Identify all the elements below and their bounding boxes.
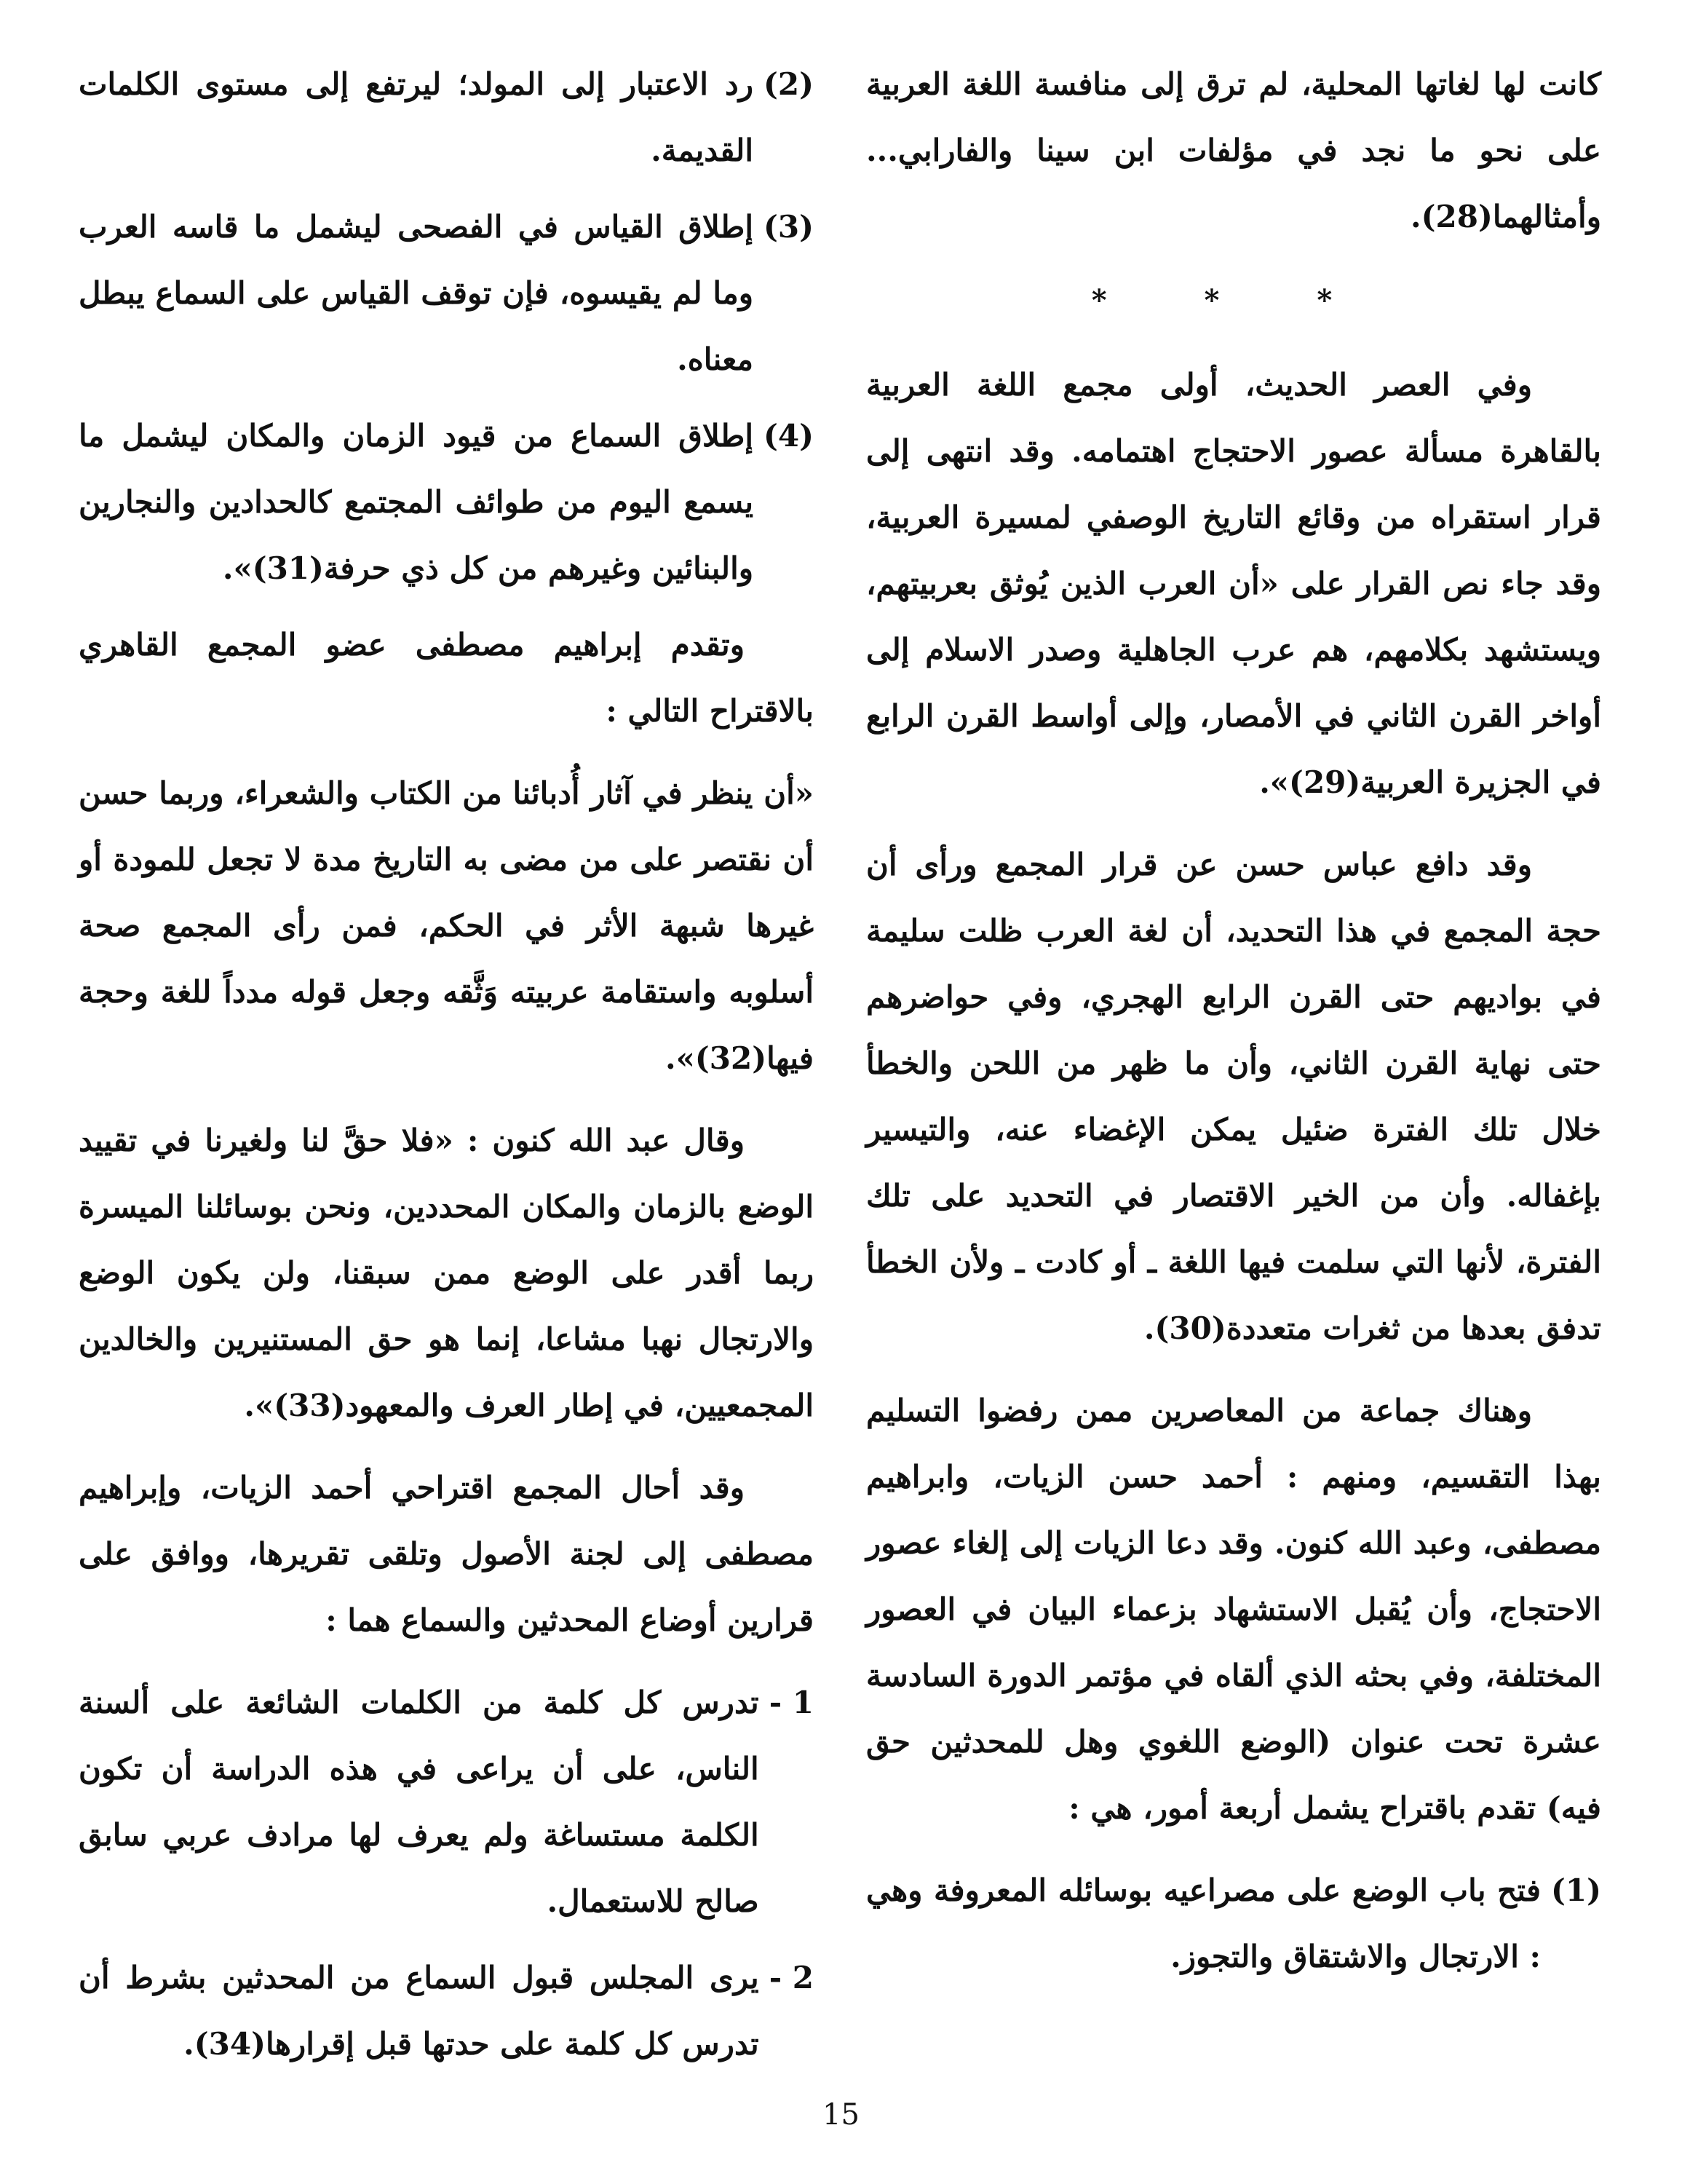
proposal-item-2 bbox=[79, 51, 814, 183]
item-number: 2 - bbox=[769, 1960, 814, 1995]
item-number: 1 - bbox=[769, 1685, 814, 1720]
item-text: رد الاعتبار إلى المولد؛ ليرتفع إلى مستوى الكلمات القديمة. bbox=[79, 66, 754, 168]
section-separator: * * * bbox=[1091, 283, 1376, 317]
decision-item-1 bbox=[79, 1669, 814, 1934]
page-number: 15 bbox=[822, 2098, 860, 2132]
proposal-item-1 bbox=[866, 1857, 1601, 1990]
item-text: تدرس كل كلمة من الكلمات الشائعة على ألسنة الناس، على أن يراعى في هذه الدراسة أن تكون الكلمة مستساغة ولم يعرف لها مرادف عربي سابق صالح للاستعمال. bbox=[79, 1685, 759, 1919]
proposal-item-3 bbox=[79, 194, 814, 392]
item-number: (3) bbox=[763, 209, 814, 245]
paragraph-academy-referral: وقد أحال المجمع اقتراحي أحمد الزيات، وإبراهيم مصطفى إلى لجنة الأصول وتلقى تقريرها، ووافق على قرارين أوضاع المحدثين والسماع هما : bbox=[79, 1470, 814, 1638]
paragraph-ibrahim-mustafa: وتقدم إبراهيم مصطفى عضو المجمع القاهري بالاقتراح التالي : bbox=[79, 627, 814, 729]
decision-item-2 bbox=[79, 1944, 814, 2077]
item-number: (2) bbox=[763, 66, 814, 102]
item-number: (4) bbox=[763, 418, 814, 454]
proposal-item-4 bbox=[79, 403, 814, 601]
right-column bbox=[866, 51, 1601, 2038]
item-text: يرى المجلس قبول السماع من المحدثين بشرط أن تدرس كل كلمة على حدتها قبل إقرارها(34). bbox=[79, 1960, 759, 2062]
item-text: إطلاق السماع من قيود الزمان والمكان ليشمل ما يسمع اليوم من طوائف المجتمع كالحدادين والنجارين والبنائين وغيرهم من كل ذي حرفة(31)». bbox=[79, 418, 754, 586]
item-number: (1) bbox=[1551, 1872, 1601, 1908]
paragraph-contemporaries: وهناك جماعة من المعاصرين ممن رفضوا التسليم بهذا التقسيم، ومنهم : أحمد حسن الزيات، وابراهيم مصطفى، وعبد الله كنون. وقد دعا الزيات إلى إلغاء عصور الاحتجاج، وأن يُقبل الاستشهاد بزعماء البيان في العصور المختلفة، وفي بحثه الذي ألقاه في مؤتمر الدورة السادسة عشرة تحت عنوان (الوضع اللغوي وهل للمحدثين حق فيه) تقدم باقتراح يشمل أربعة أمور، هي : bbox=[866, 1393, 1601, 1826]
paragraph-kannoun: وقال عبد الله كنون : «فلا حقَّ لنا ولغيرنا في تقييد الوضع بالزمان والمكان المحددين، ونحن بوسائلنا الميسرة ربما أقدر على الوضع ممن سبقنا، ولن يكون الوضع والارتجال نهبا مشاعا، إنما هو حق المستنيرين والخالدين المجمعيين، في إطار العرف والمعهود(33)». bbox=[79, 1123, 814, 1423]
paragraph-academy-decision: وفي العصر الحديث، أولى مجمع اللغة العربية بالقاهرة مسألة عصور الاحتجاج اهتمامه. وقد انتهى إلى قرار استقراه من وقائع التاريخ الوصفي لمسيرة العربية، وقد جاء نص القرار على «أن العرب الذين يُوثق بعربيتهم، ويستشهد بكلامهم، هم عرب الجاهلية وصدر الاسلام إلى أواخر القرن الثاني في الأمصار، وإلى أواسط القرن الرابع في الجزيرة العربية(29)». bbox=[866, 367, 1601, 800]
item-text: فتح باب الوضع على مصراعيه بوسائله المعروفة وهي : الارتجال والاشتقاق والتجوز. bbox=[866, 1872, 1542, 1974]
paragraph-abbas-hassan: وقد دافع عباس حسن عن قرار المجمع ورأى أن حجة المجمع في هذا التحديد، أن لغة العرب ظلت سليمة في بواديهم حتى القرن الرابع الهجري، وفي حواضرهم حتى نهاية القرن الثاني، وأن ما ظهر من اللحن والخطأ خلال تلك الفترة ضئيل يمكن الإغضاء عنه، والتيسير بإغفاله. وأن من الخير الاقتصار في التحديد على تلك الفترة، لأنها التي سلمت فيها اللغة ـ أو كادت ـ ولأن الخطأ تدفق بعدها من ثغرات متعددة(30). bbox=[866, 847, 1601, 1346]
paragraph-ibrahim-quote: «أن ينظر في آثار أُدبائنا من الكتاب والشعراء، وربما حسن أن نقتصر على من مضى به التاريخ مدة لا تجعل للمودة أو غيرها شبهة الأثر في الحكم، فمن رأى المجمع صحة أسلوبه واستقامة عربيته وَثَّقه وجعل قوله مدداً للغة وحجة فيها(32)». bbox=[79, 775, 814, 1076]
left-column bbox=[79, 51, 814, 2062]
item-text: إطلاق القياس في الفصحى ليشمل ما قاسه العرب وما لم يقيسوه، فإن توقف القياس على السماع يبطل معناه. bbox=[79, 209, 754, 377]
opening-paragraph: كانت لها لغاتها المحلية، لم ترق إلى منافسة اللغة العربية على نحو ما نجد في مؤلفات ابن سينا والفارابي... وأمثالهما(28). bbox=[866, 66, 1601, 234]
